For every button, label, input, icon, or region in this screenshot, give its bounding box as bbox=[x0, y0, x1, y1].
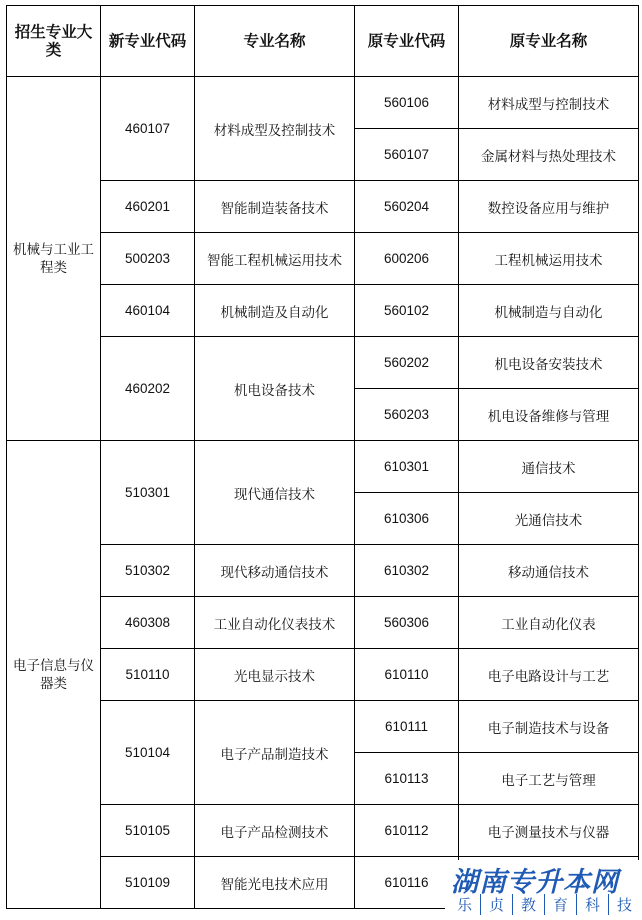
header-old-code: 原专业代码 bbox=[355, 6, 459, 77]
old-name-cell: 机电设备安装技术 bbox=[459, 337, 639, 389]
major-name-cell: 工业自动化仪表技术 bbox=[195, 597, 355, 649]
table-row bbox=[7, 441, 639, 493]
old-name-cell: 移动通信技术 bbox=[459, 545, 639, 597]
new-code-cell: 460201 bbox=[101, 181, 195, 233]
table-body bbox=[7, 77, 639, 909]
table-row bbox=[7, 233, 639, 285]
table-row bbox=[7, 77, 639, 129]
new-code-cell: 460107 bbox=[101, 77, 195, 181]
header-major-name: 专业名称 bbox=[195, 6, 355, 77]
old-name-cell: 机械制造与自动化 bbox=[459, 285, 639, 337]
old-code-cell: 560306 bbox=[355, 597, 459, 649]
table-row bbox=[7, 649, 639, 701]
old-name-cell: 通信技术 bbox=[459, 441, 639, 493]
new-code-cell: 460202 bbox=[101, 337, 195, 441]
major-name-cell: 现代移动通信技术 bbox=[195, 545, 355, 597]
old-code-cell: 560203 bbox=[355, 389, 459, 441]
table-row bbox=[7, 805, 639, 857]
watermark-char: 教 bbox=[512, 894, 544, 915]
old-code-cell: 610306 bbox=[355, 493, 459, 545]
watermark-char: 科 bbox=[576, 894, 608, 915]
watermark-char: 乐 bbox=[456, 896, 472, 914]
header-new-code: 新专业代码 bbox=[101, 6, 195, 77]
major-name-cell: 电子产品检测技术 bbox=[195, 805, 355, 857]
table-row bbox=[7, 337, 639, 389]
new-code-cell: 510110 bbox=[101, 649, 195, 701]
old-code-cell: 560204 bbox=[355, 181, 459, 233]
old-name-cell: 金属材料与热处理技术 bbox=[459, 129, 639, 181]
watermark-char: 贞 bbox=[480, 894, 512, 915]
old-code-cell: 610111 bbox=[355, 701, 459, 753]
major-name-cell: 材料成型及控制技术 bbox=[195, 77, 355, 181]
old-code-cell: 560202 bbox=[355, 337, 459, 389]
new-code-cell: 460308 bbox=[101, 597, 195, 649]
old-name-cell: 工程机械运用技术 bbox=[459, 233, 639, 285]
old-name-cell: 电子测量技术与仪器 bbox=[459, 805, 639, 857]
old-name-cell: 电子工艺与管理 bbox=[459, 753, 639, 805]
new-code-cell: 460104 bbox=[101, 285, 195, 337]
category-cell: 电子信息与仪器类 bbox=[7, 441, 101, 909]
new-code-cell: 510109 bbox=[101, 857, 195, 909]
category-cell: 机械与工业工程类 bbox=[7, 77, 101, 441]
new-code-cell: 510302 bbox=[101, 545, 195, 597]
major-name-cell: 智能制造装备技术 bbox=[195, 181, 355, 233]
old-name-cell: 工业自动化仪表 bbox=[459, 597, 639, 649]
old-code-cell: 600206 bbox=[355, 233, 459, 285]
old-code-cell: 610110 bbox=[355, 649, 459, 701]
header-old-name: 原专业名称 bbox=[459, 6, 639, 77]
old-code-cell: 560102 bbox=[355, 285, 459, 337]
old-name-cell: 机电设备维修与管理 bbox=[459, 389, 639, 441]
table-row bbox=[7, 597, 639, 649]
old-name-cell: 光通信技术 bbox=[459, 493, 639, 545]
old-code-cell: 560106 bbox=[355, 77, 459, 129]
watermark-title: 湖南专升本网 bbox=[451, 867, 619, 898]
major-name-cell: 智能工程机械运用技术 bbox=[195, 233, 355, 285]
new-code-cell: 500203 bbox=[101, 233, 195, 285]
old-name-cell: 电子电路设计与工艺 bbox=[459, 649, 639, 701]
table-row bbox=[7, 545, 639, 597]
majors-table bbox=[6, 5, 639, 909]
watermark-char: 育 bbox=[544, 894, 576, 915]
old-code-cell: 610302 bbox=[355, 545, 459, 597]
old-name-cell: 数控设备应用与维护 bbox=[459, 181, 639, 233]
site-watermark bbox=[445, 860, 641, 918]
watermark-subtitle bbox=[449, 894, 640, 915]
major-name-cell: 现代通信技术 bbox=[195, 441, 355, 545]
watermark-char: 技 bbox=[608, 894, 640, 915]
new-code-cell: 510105 bbox=[101, 805, 195, 857]
table-row bbox=[7, 285, 639, 337]
old-name-cell: 材料成型与控制技术 bbox=[459, 77, 639, 129]
table-row bbox=[7, 701, 639, 753]
old-code-cell: 610301 bbox=[355, 441, 459, 493]
old-name-cell: 电子制造技术与设备 bbox=[459, 701, 639, 753]
header-category: 招生专业大类 bbox=[7, 6, 101, 77]
old-code-cell: 610112 bbox=[355, 805, 459, 857]
old-code-cell: 560107 bbox=[355, 129, 459, 181]
major-name-cell: 机械制造及自动化 bbox=[195, 285, 355, 337]
header-row bbox=[7, 6, 639, 77]
major-name-cell: 电子产品制造技术 bbox=[195, 701, 355, 805]
major-name-cell: 机电设备技术 bbox=[195, 337, 355, 441]
new-code-cell: 510104 bbox=[101, 701, 195, 805]
major-name-cell: 智能光电技术应用 bbox=[195, 857, 355, 909]
old-code-cell: 610116 bbox=[355, 857, 459, 909]
new-code-cell: 510301 bbox=[101, 441, 195, 545]
major-name-cell: 光电显示技术 bbox=[195, 649, 355, 701]
table-row bbox=[7, 181, 639, 233]
old-code-cell: 610113 bbox=[355, 753, 459, 805]
